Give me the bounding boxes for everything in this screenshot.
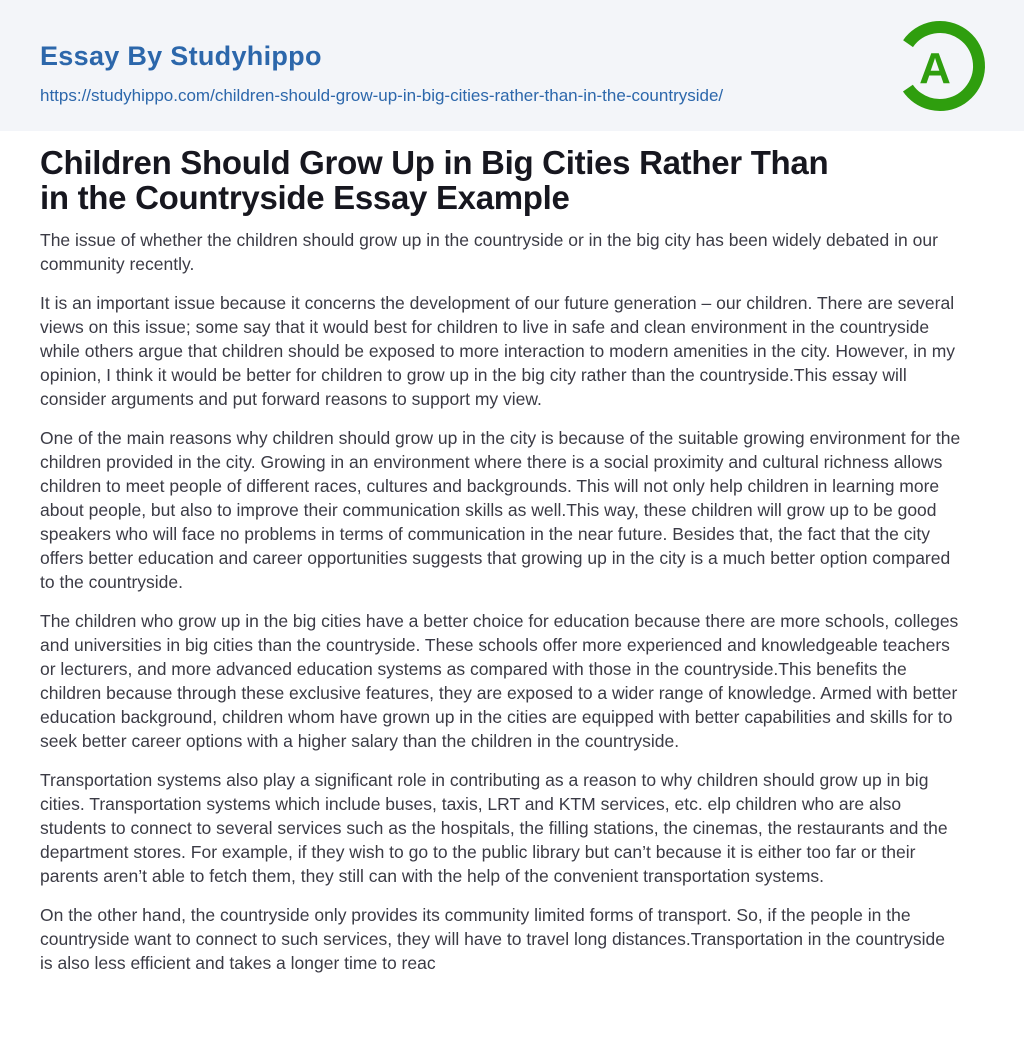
essay-paragraph-3: One of the main reasons why children should grow up in the city is because of the suitable growing environment for the children provided in the city. Growing in an environment where there is a social proximity and cultural richness allows children to meet people of different races, cultures and backgrounds. This will not only help children in learning more about people, but also to improve their communication skills as well.This way, these children will grow up to be good speakers who will face no problems in terms of communication in the near future. Besides that, the fact that the city offers better education and career opportunities suggests that growing up in the city is a much better option compared to the countryside. bbox=[40, 428, 961, 592]
essay-paragraph-1: The issue of whether the children should grow up in the countryside or in the big city has been widely debated in our community recently. bbox=[40, 230, 938, 274]
essay-paragraph-4: The children who grow up in the big cities have a better choice for education because there are more schools, colleges and universities in big cities than the countryside. These schools offer more experienced and knowledgeable teachers or lecturers, and more advanced education systems as compared with those in the countryside.This benefits the children because through these exclusive features, they are exposed to a wider range of knowledge. Armed with better education background, children whom have grown up in the cities are equipped with better capabilities and skills for to seek better career options with a higher salary than the children in the countryside. bbox=[40, 611, 959, 751]
essay-title: Children Should Grow Up in Big Cities Rather Than in the Countryside Essay Example bbox=[40, 144, 829, 216]
site-brand-title[interactable]: Essay By Studyhippo bbox=[40, 41, 322, 71]
site-header bbox=[0, 0, 1024, 131]
essay-content bbox=[0, 131, 1024, 975]
logo-letter: A bbox=[919, 44, 951, 93]
essay-paragraph-6: On the other hand, the countryside only provides its community limited forms of transport. So, if the people in the countryside want to connect to such services, they will have to travel long distances.Transportation in the countryside is also less efficient and takes a longer time to reac bbox=[40, 905, 945, 973]
essay-url-link[interactable]: https://studyhippo.com/children-should-grow-up-in-big-cities-rather-than-in-the-countryside/ bbox=[40, 86, 724, 105]
studyhippo-logo-icon[interactable] bbox=[894, 20, 986, 112]
essay-paragraph-2: It is an important issue because it concerns the development of our future generation – our children. There are several views on this issue; some say that it would best for children to live in safe and clean environment in the countryside while others argue that children should be exposed to more interaction to modern amenities in the city. However, in my opinion, I think it would be better for children to grow up in the big city rather than the countryside.This essay will consider arguments and put forward reasons to support my view. bbox=[40, 293, 956, 409]
essay-paragraph-5: Transportation systems also play a significant role in contributing as a reason to why children should grow up in big cities. Transportation systems which include buses, taxis, LRT and KTM services, etc. elp children who are also students to connect to several services such as the hospitals, the filling stations, the cinemas, the restaurants and the department stores. For example, if they wish to go to the public library but can’t because it is either too far or their parents aren’t able to fetch them, they still can with the help of the convenient transportation systems. bbox=[40, 770, 948, 886]
